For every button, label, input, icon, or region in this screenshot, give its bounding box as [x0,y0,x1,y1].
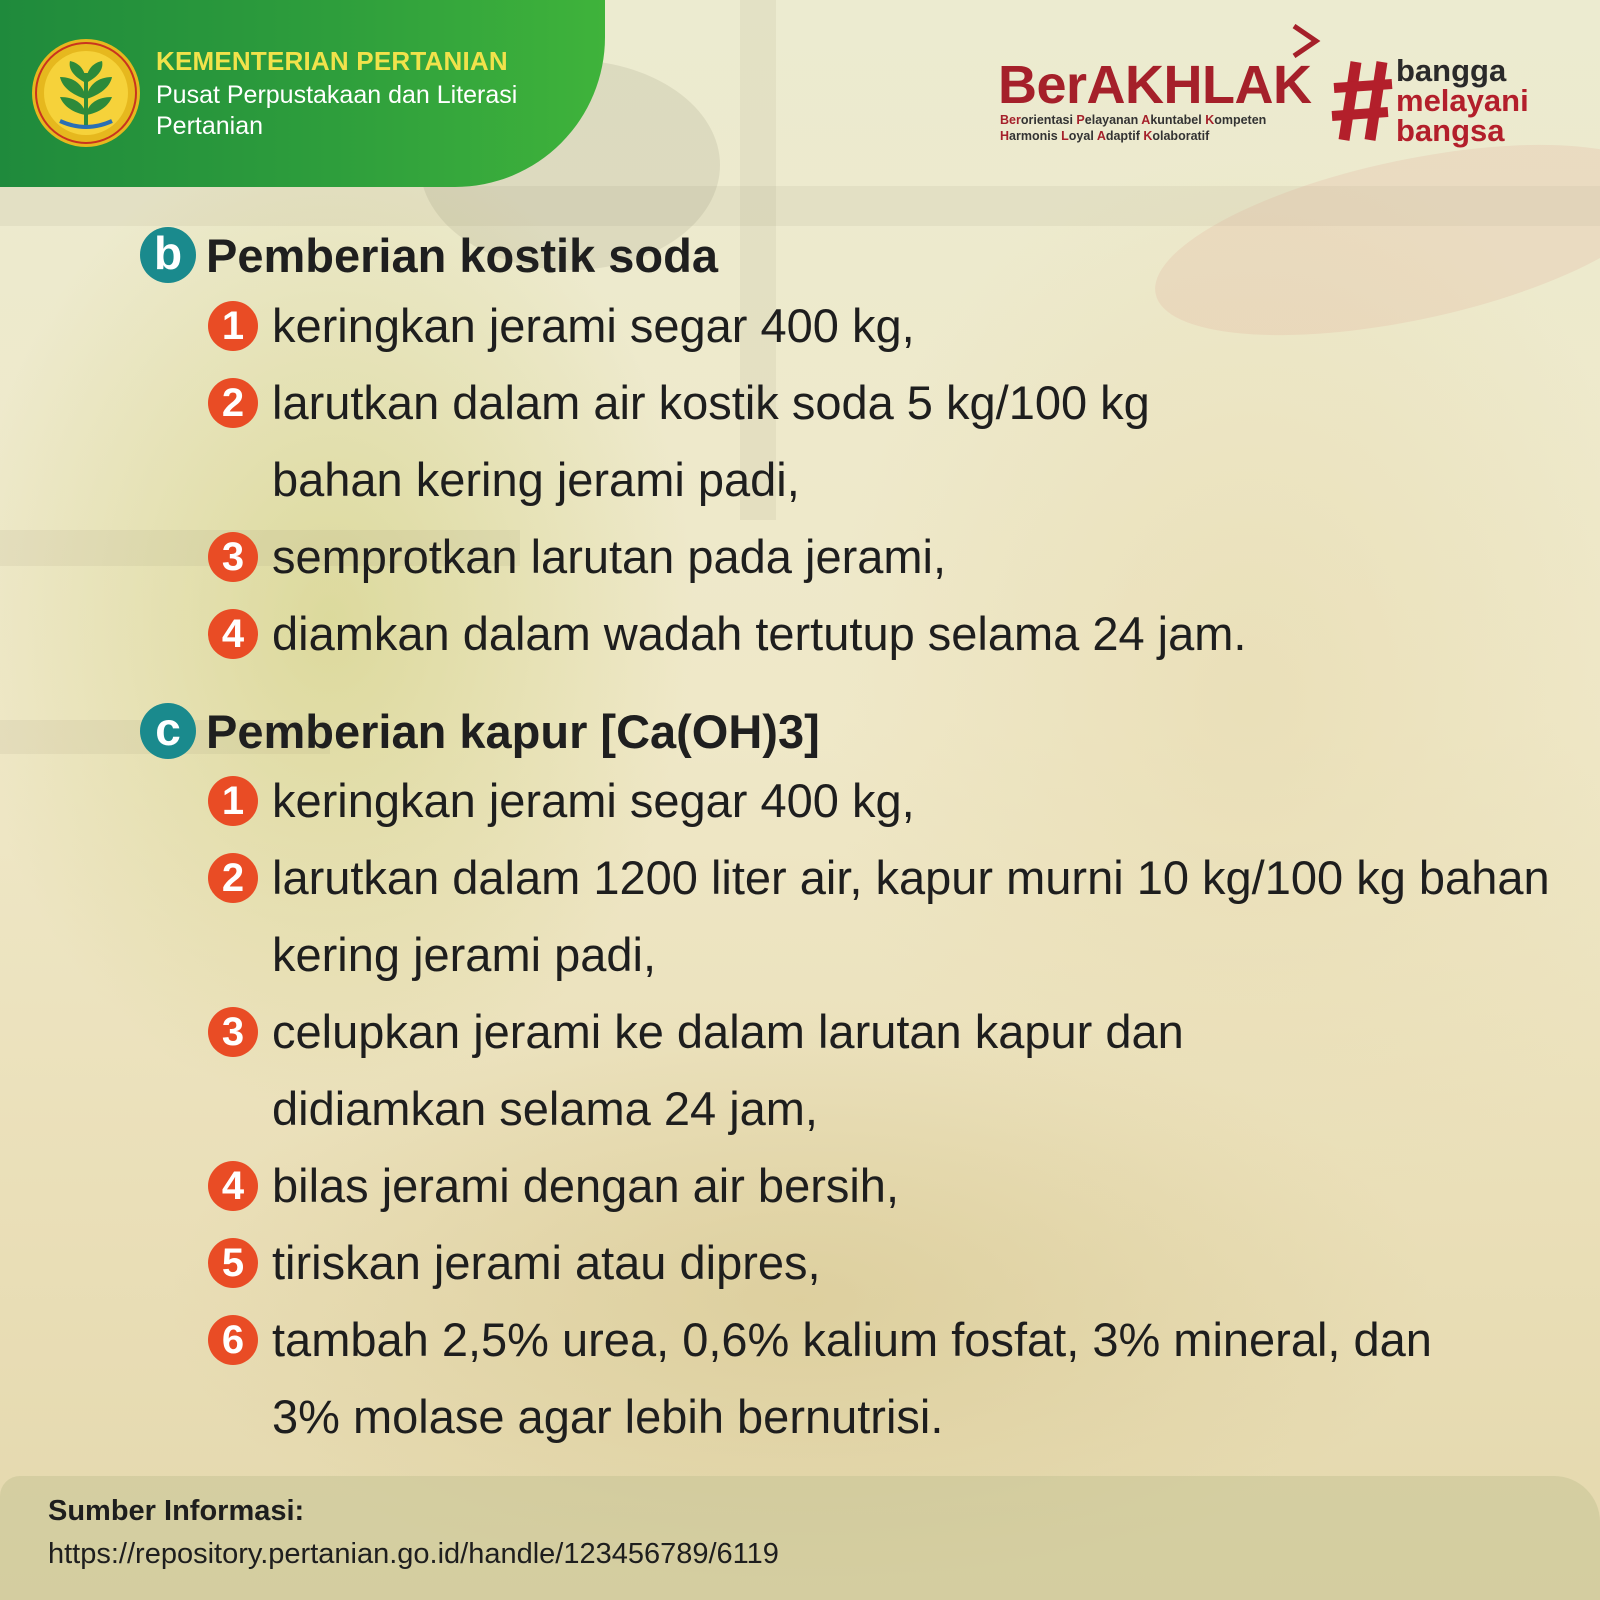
step-number-badge: 1 [208,776,258,826]
org-unit: Pusat Perpustakaan dan Literasi Pertanian [156,81,518,140]
step-item [208,1224,1552,1301]
step-number-badge: 5 [208,1238,258,1288]
chevron-right-icon [1290,24,1322,58]
step-item [208,1301,1552,1455]
bangga-line-2: melayani [1396,83,1529,118]
step-item [208,1147,1552,1224]
ministry-seal-icon [30,37,142,149]
step-text: tambah 2,5% urea, 0,6% kalium fosfat, 3% mineral, dan 3% molase agar lebih bernutrisi. [272,1313,1432,1443]
berakhlak-wordmark: BerAKHLAK [998,55,1312,115]
step-item [208,364,1532,518]
step-number-badge: 3 [208,532,258,582]
step-item [208,839,1552,993]
bangga-line-1: bangga [1396,53,1507,88]
source-url: https://repository.pertanian.go.id/handle/123456789/6119 [48,1538,779,1570]
berakhlak-tagline [1000,112,1330,144]
section-title: Pemberian kostik soda [206,228,718,282]
section-heading-b [140,226,718,284]
step-text: celupkan jerami ke dalam larutan kapur dan didiamkan selama 24 jam, [272,1005,1184,1135]
step-number-badge: 2 [208,378,258,428]
step-number-badge: 4 [208,1161,258,1211]
bangga-line-3: bangsa [1396,113,1505,148]
step-text: larutkan dalam air kostik soda 5 kg/100 kg bahan kering jerami padi, [272,376,1150,506]
bangga-melayani-bangsa-logo [1330,52,1570,162]
step-item [208,993,1552,1147]
source-label: Sumber Informasi: [48,1495,305,1527]
step-number-badge: 6 [208,1315,258,1365]
org-name: KEMENTERIAN PERTANIAN [156,46,508,76]
tagline-line-2: Harmonis Loyal Adaptif Kolaboratif [1000,129,1210,143]
header-band [0,0,605,187]
step-text: keringkan jerami segar 400 kg, [272,774,915,827]
step-item [208,595,1532,672]
step-number-badge: 1 [208,301,258,351]
hashtag-icon [1330,58,1396,144]
step-text: larutkan dalam 1200 liter air, kapur murni 10 kg/100 kg bahan kering jerami padi, [272,851,1550,981]
section-heading-c [140,702,820,760]
step-number-badge: 2 [208,853,258,903]
step-number-badge: 3 [208,1007,258,1057]
step-item [208,762,1552,839]
background-beam [0,186,1600,226]
section-title: Pemberian kapur [Ca(OH)3] [206,704,820,758]
step-item [208,287,1532,364]
tagline-line-1: Berorientasi Pelayanan Akuntabel Kompeten [1000,113,1267,127]
step-text: diamkan dalam wadah tertutup selama 24 jam. [272,607,1247,660]
step-text: tiriskan jerami atau dipres, [272,1236,821,1289]
step-text: semprotkan larutan pada jerami, [272,530,947,583]
steps-list-b [208,287,1532,672]
steps-list-c [208,762,1552,1455]
section-letter-badge: c [140,703,196,759]
step-item [208,518,1532,595]
section-letter-badge: b [140,227,196,283]
step-text: bilas jerami dengan air bersih, [272,1159,899,1212]
berakhlak-logo [998,24,1328,154]
step-number-badge: 4 [208,609,258,659]
step-text: keringkan jerami segar 400 kg, [272,299,915,352]
